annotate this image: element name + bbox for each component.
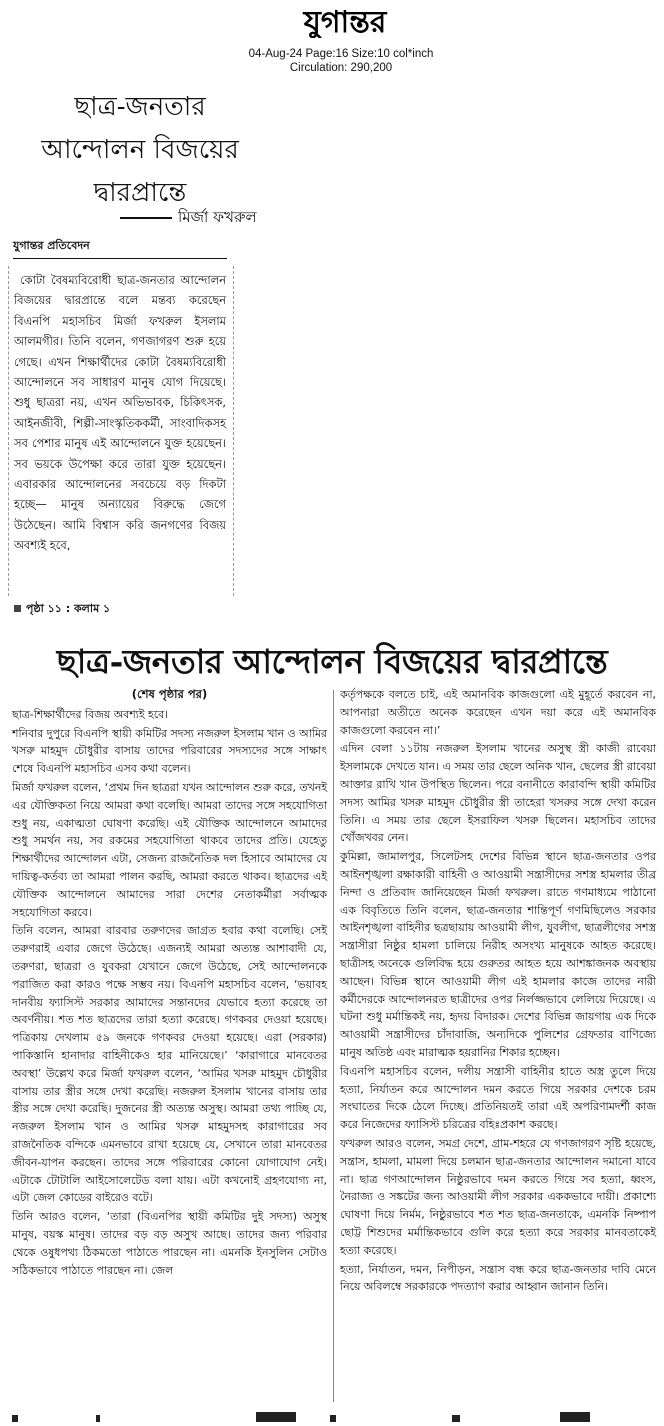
article-paragraph: শনিবার দুপুরে বিএনপি স্থায়ী কমিটির সদস্য নজরুল ইসলাম খান ও আমির খসরু মাহমুদ চৌধুরীর বাসায় তাদের পরিবারের সদস্যদের সঙ্গে সাক্ষাৎ শেষে বিএনপি মহাসচিব এসব কথা বলেন। bbox=[12, 726, 327, 776]
byline-name: মির্জা ফখরুল bbox=[178, 208, 257, 226]
article-paragraph: এদিন বেলা ১১টায় নজরুল ইসলাম খানের অসুস্থ স্ত্রী কাজী রাবেয়া ইসলামকে দেখতে যান। এ সময় তার ছেলে অনিক খান, ছেলের স্ত্রী রাবেয়া আক্তার রাখি খান উপস্থিত ছিলেন। পরে বনানীতে কারাবন্দি স্থায়ী কমিটির সদস্য আমির খসরু মাহমুদ চৌধুরীর স্ত্রী তাহেরা খসরুর সঙ্গে দেখা করেন তিনি। এ সময় তার ছেলে ইসরাফিল খসরু ছিলেন। মহাসচিব তাদের খোঁজখবর নেন। bbox=[340, 742, 656, 845]
article-paragraph: হত্যা, নির্যাতন, দমন, নিপীড়ন, সন্ত্রাস বন্ধ করে ছাত্র-জনতার দাবি মেনে নিয়ে অবিলম্বে সরকারকে পদত্যাগ করার আহ্বান জানান তিনি। bbox=[340, 1262, 656, 1294]
body-paragraph: কোটা বৈষম্যবিরোধী ছাত্র-জনতার আন্দোলন বিজয়ের দ্বারপ্রান্তে বলে মন্তব্য করেছেন বিএনপি মহাসচিব মির্জা ফখরুল ইসলাম আলমগীর। তিনি বলেন, গণজাগরণ শুরু হয়ে গেছে। এখন শিক্ষার্থীদের কোটা বৈষম্যবিরোধী আন্দোলনে সব সাধারণ মানুষ যোগ দিয়েছে। শুধু ছাত্ররা নয়, এখন অভিভাবক, চিকিৎসক, আইনজীবী, শিল্পী-সাংস্কৃতিককর্মী, সাংবাদিকসহ সব পেশার মানুষ এই আন্দোলনে যুক্ত হয়েছেন। সব ভয়কে উপেক্ষা করে তারা যুক্ত হয়েছেন। এবারকার আন্দোলনের সবচেয়ে বড় দিকটা হচ্ছে— মানুষ অন্যায়ের বিরুদ্ধে জেগে উঠেছেন। আমি বিশ্বাস করি জনগণের বিজয় অবশ্যই হবে, bbox=[14, 273, 226, 553]
article-paragraph: ছাত্র-শিক্ষার্থীদের বিজয় অবশ্যই হবে। bbox=[12, 707, 169, 721]
byline-dash bbox=[120, 217, 172, 219]
front-headline bbox=[10, 86, 270, 215]
article-paragraph: তিনি বলেন, আমরা বারবার তরুণদের জাগ্রত হবার কথা বলেছি। সেই তরুণরাই এবার জেগে উঠেছে। এজন্যই আমরা অত্যন্ত আশাবাদী যে, তরুণরা, ছাত্ররা ও যুবকরা যেখানে জেগে উঠেছে, সেই আন্দোলনকে পরাজিত করা কারও পক্ষে সম্ভব নয়। বিএনপি মহাসচিব বলেন, ‘ভয়াবহ দানবীয় ফ্যাসিস্ট সরকার আমাদের সন্তানদের যেভাবে হত্যা করেছে তা অবর্ণনীয়। শত শত ছাত্রদের তারা হত্যা করেছে। গণকবর দেওয়া হয়েছে। পত্রিকায় দেখলাম ৫৯ জনকে গণকবর দেওয়া হয়েছে। এরা (সরকার) পাকিস্তানি হানাদার বাহিনীকেও হার মানিয়েছে।’ ‘কারাগারে মানবেতর অবস্থা’ উল্লেখ করে মির্জা ফখরুল বলেন, ‘আমির খসরু মাহমুদ চৌধুরীর বাসায় তার স্ত্রীর সঙ্গে দেখা করেছি। নজরুল ইসলাম খানের বাসায় তার স্ত্রীর সঙ্গে দেখা করেছি। দুজনের স্ত্রী অত্যন্ত অসুস্থ। আমরা তথ্য পাচ্ছি যে, নজরুল ইসলাম খান ও আমির খসরু মাহমুদসহ কারাগারের সব রাজনৈতিক বন্দিকে এমনভাবে রাখা হয়েছে যে, সেখানে তারা মানবেতর জীবন-যাপন করছেন। তাদের সঙ্গে পরিবারের কোনো যোগাযোগ নেই। এটাকে টোটালি আইসোলেটেড বলা যায়। এটা কখনোই গ্রহণযোগ্য না, এটা জেল কোডের বাইরেও বটে। bbox=[12, 924, 327, 1205]
cropped-edge-fragments bbox=[0, 1406, 664, 1422]
continuation-headline: ছাত্র-জনতার আন্দোলন বিজয়ের দ্বারপ্রান্তে bbox=[56, 642, 608, 681]
masthead-title: যুগান্তর bbox=[303, 5, 387, 38]
front-body bbox=[14, 270, 226, 556]
article-paragraph: তিনি আরও বলেন, ‘তারা (বিএনপির স্থায়ী কমিটির দুই সদস্য) অসুস্থ মানুষ, বয়স্ক মানুষ। তাদের বড় বড় অসুখ আছে। তাদের জন্য পরিবার থেকে ওষুধপথ্য ঠিকমতো পাঠাতে পারছেন না। এমনকি ইনসুলিন সেটাও সঠিকভাবে পাঠাতে পারছেন না। জেল bbox=[12, 1210, 327, 1277]
continued-label: পৃষ্ঠা ১১ : কলাম ১ bbox=[26, 602, 111, 615]
byline bbox=[120, 206, 270, 231]
headline-line: আন্দোলন বিজয়ের bbox=[41, 135, 239, 165]
clipping-meta: 04-Aug-24 Page:16 Size:10 col*inch bbox=[248, 48, 434, 60]
square-bullet-icon bbox=[14, 605, 21, 612]
article-paragraph: বিএনপি মহাসচিব বলেন, দলীয় সন্ত্রাসী বাহিনীর হাতে অস্ত্র তুলে দিয়ে হত্যা, নির্যাতন করে আন্দোলন দমন করতে গিয়ে সরকার দেশকে চরম সংঘাতের দিকে ঠেলে দিচ্ছে। প্রতিনিয়তই তারা এই অপরিণামদর্শী কাজ করে নিজেদের ফ্যাসিস্ট চরিত্রের বহিঃপ্রকাশ করছে। bbox=[340, 1064, 656, 1132]
reporter-credit: যুগান্তর প্রতিবেদন bbox=[13, 239, 90, 252]
continuation-note: (শেষ পৃষ্ঠার পর) bbox=[131, 687, 208, 701]
divider bbox=[13, 258, 227, 259]
article-paragraph: কর্তৃপক্ষকে বলতে চাই, এই অমানবিক কাজগুলো এই মুহূর্তে করবেন না, আপনারা অতীতে অনেক করেছেন এখন দয়া করে এই অমানবিক কাজগুলো করবেন না।’ bbox=[340, 688, 656, 737]
circulation: Circulation: 290,200 bbox=[289, 62, 393, 74]
continuation-left-column bbox=[12, 686, 327, 1280]
article-paragraph: কুমিল্লা, জামালপুর, সিলেটসহ দেশের বিভিন্ন স্থানে ছাত্র-জনতার ওপর আইনশৃঙ্খলা রক্ষাকারী বাহিনী ও আওয়ামী সন্ত্রাসীদের সশস্ত্র হামলার তীব্র নিন্দা ও প্রতিবাদ জানিয়েছেন মির্জা ফখরুল। রাতে গণমাধ্যমে পাঠানো এক বিবৃতিতে তিনি বলেন, ছাত্র-জনতার শান্তিপূর্ণ গণমিছিলেও সরকার আইনশৃঙ্খলা বাহিনীর ছত্রছায়ায় আওয়ামী লীগ, যুবলীগ, ছাত্রলীগের সশস্ত্র সন্ত্রাসীরা নিষ্ঠুর হামলা চালিয়ে নিরীহ অসংখ্য মানুষকে আহত করেছে। ছাত্রীসহ অনেকে গুলিবিদ্ধ হয়ে গুরুতর আহত হয়ে আশঙ্কাজনক অবস্থায় আছেন। বিভিন্ন স্থানে আওয়ামী লীগ এই হামলার কাজে তাদের নারী কর্মীদেরকে আন্দোলনরত ছাত্রীদের ওপর নির্লজ্জভাবে লেলিয়ে দিয়েছে। এ ঘটনা শুধু মর্মান্তিকই নয়, হৃদয় বিদারক। দেশের বিভিন্ন জায়গায় এক দিকে আওয়ামী সন্ত্রাসীদের চাঁদাবাজি, অন্যদিকে পুলিশের গ্রেফতার বাণিজ্যে মানুষ অতিষ্ঠ এবং মারাত্মক হয়রানির শিকার হচ্ছেন। bbox=[340, 850, 656, 1059]
headline-line: ছাত্র-জনতার bbox=[74, 92, 206, 122]
article-paragraph: ফখরুল আরও বলেন, সমগ্র দেশে, গ্রাম-শহরে যে গণজাগরণ সৃষ্টি হয়েছে, সন্ত্রাস, হামলা, মামলা দিয়ে চলমান ছাত্র-জনতার আন্দোলন দমানো যাবে না। ছাত্র গণআন্দোলন নিষ্ঠুরভাবে দমন করতে গিয়ে সব হত্যা, ধ্বংস, নৈরাজ্য ও সঙ্কটের জন্য আওয়ামী লীগ সরকার এককভাবে দায়ী। প্রকাশ্যে ঘোষণা দিয়ে নির্মম, নিষ্ঠুরভাবে শত শত ছাত্র-জনতাকে, এমনকি নিষ্পাপ ছোট্ট শিশুদের মর্মান্তিকভাবে গুলি করে হত্যা করে সরকার মানবতাকেই হত্যা করেছে। bbox=[340, 1136, 656, 1257]
column-divider bbox=[333, 690, 334, 1402]
continued-note bbox=[14, 600, 214, 619]
article-paragraph: মির্জা ফখরুল বলেন, ‘প্রথম দিন ছাত্ররা যখন আন্দোলন শুরু করে, তখনই এর যৌক্তিকতা নিয়ে আমরা কথা বলেছি। আমরা তাদের সঙ্গে সহযোগিতা শুধু নয়, একাত্মতা ঘোষণা করেছি। এই যৌক্তিক আন্দোলনে আমাদের শুধু সমর্থন নয়, সব রকমের সহযোগিতা থাকবে তাদের প্রতি। যেহেতু শিক্ষার্থীদের আন্দোলন এটা, সেজন্য রাজনৈতিক দল হিসাবে আমাদের যে দায়িত্ব-কর্তব্য তা আমরা পালন করছি, আমরা করতে থাকব। ছাত্রদের এই যৌক্তিক আন্দোলনে আমাদের সারা দেশের নেতাকর্মীরা সর্বাত্মক সহযোগিতা করবে। bbox=[12, 780, 327, 919]
continuation-right-column bbox=[340, 686, 656, 1297]
masthead-logo bbox=[240, 4, 450, 38]
headline-line: দ্বারপ্রান্তে bbox=[93, 178, 187, 208]
